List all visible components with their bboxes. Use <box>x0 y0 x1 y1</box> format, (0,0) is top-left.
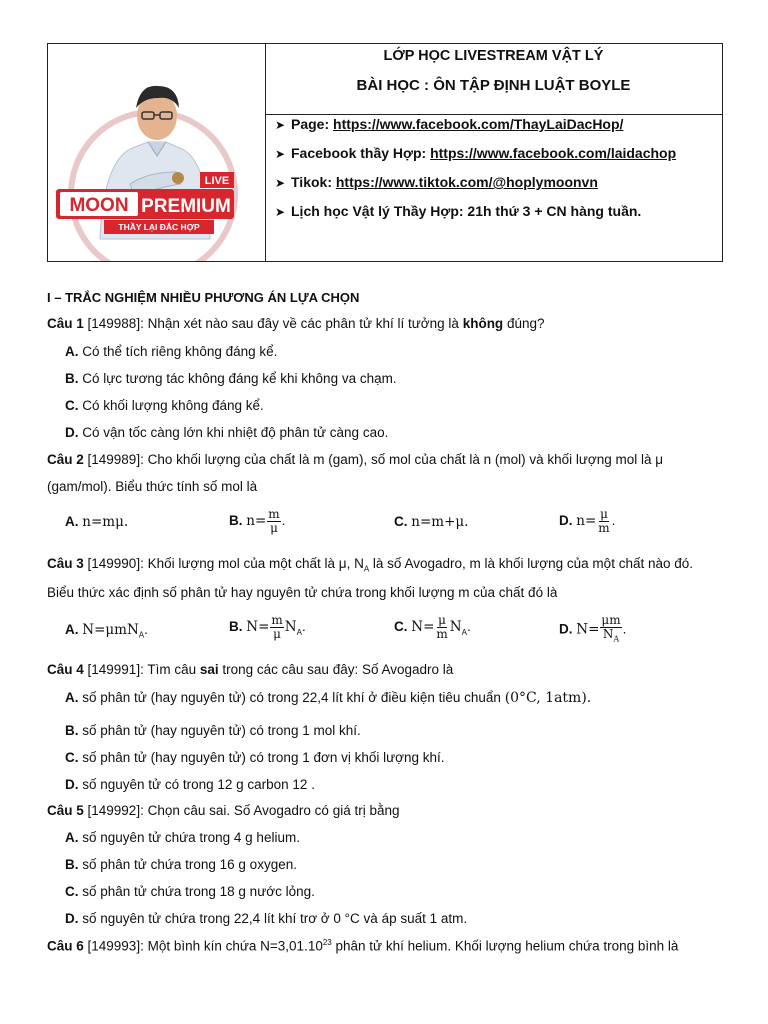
section-title: I – TRẮC NGHIỆM NHIỀU PHƯƠNG ÁN LỰA CHỌN <box>47 290 360 305</box>
subscript: A <box>363 564 370 574</box>
option-key: B. <box>229 513 243 529</box>
question-5 <box>47 803 400 818</box>
question-text: [149989]: Cho khối lượng của chất là m (gam), số mol của chất là n (mol) và khối lượng mol là μ <box>83 452 664 467</box>
link-row-facebook <box>275 145 676 161</box>
question-text: [149993]: Một bình kín chứa N=3,01.10 <box>83 938 323 954</box>
denominator: m <box>598 521 610 535</box>
option-text: số phân tử (hay nguyên tử) có trong 1 đơn vị khối lượng khí. <box>78 750 445 765</box>
question-text: đúng? <box>503 316 545 331</box>
page-link[interactable]: https://www.facebook.com/ThayLaiDacHop/ <box>333 116 624 132</box>
formula: N=μmN <box>82 622 139 638</box>
question-4 <box>47 662 453 677</box>
q2-option-b[interactable]: B. n= $\frac{m}{\mu}$ . <box>229 507 286 535</box>
q3-option-a[interactable]: A. N=μmN$_A$. <box>65 622 148 640</box>
numerator: μ <box>600 507 608 521</box>
q5-option-c[interactable] <box>65 884 315 899</box>
option-key: A. <box>65 830 79 845</box>
question-label: Câu 5 <box>47 803 84 818</box>
option-key: C. <box>394 619 408 635</box>
question-1 <box>47 316 544 331</box>
live-tag: LIVE <box>204 175 230 187</box>
link-row-page <box>275 116 623 132</box>
link-row-schedule <box>275 203 641 219</box>
option-text: số nguyên tử chứa trong 22,4 lít khí trơ ở 0 °C và áp suất 1 atm. <box>78 911 468 926</box>
option-key: B. <box>229 619 243 635</box>
q1-option-d[interactable] <box>65 425 388 440</box>
option-key: D. <box>65 911 79 926</box>
question-label: Câu 4 <box>47 662 84 677</box>
q3-option-d[interactable]: D. N= $\frac{\mu m}{N_A}$ . <box>559 613 627 644</box>
svg-text:MOON: MOON <box>69 195 129 216</box>
q2-option-a[interactable] <box>65 514 128 530</box>
denominator: μ <box>273 627 281 641</box>
logo-cell <box>48 44 266 261</box>
question-2-cont: (gam/mol). Biểu thức tính số mol là <box>47 479 258 494</box>
question-3 <box>47 556 693 574</box>
question-label: Câu 3 <box>47 556 84 571</box>
numerator: μm <box>601 613 621 627</box>
question-text: [149988]: Nhận xét nào sau đây về các phân tử khí lí tưởng là <box>83 316 463 331</box>
q3-option-c[interactable]: C. N= $\frac{\mu}{m}$ $N_A$. <box>394 613 471 641</box>
q3-option-b[interactable]: B. N= $\frac{m}{\mu}$ $N_A$. <box>229 613 306 641</box>
q4-option-d[interactable] <box>65 777 315 792</box>
title-cell <box>265 44 722 115</box>
option-text: Có thể tích riêng không đáng kể. <box>78 344 278 359</box>
option-key: C. <box>65 884 79 899</box>
lesson-title: BÀI HỌC : ÔN TẬP ĐỊNH LUẬT BOYLE <box>356 77 631 94</box>
option-key: C. <box>65 398 79 413</box>
header-table <box>47 43 723 262</box>
q2-option-c[interactable] <box>394 514 468 530</box>
question-2 <box>47 452 663 467</box>
arrow-bullet-icon: ➤ <box>275 118 286 132</box>
option-text: số phân tử (hay nguyên tử) có trong 1 mol khí. <box>78 723 361 738</box>
page-title: LỚP HỌC LIVESTREAM VẬT LÝ <box>383 48 604 64</box>
option-key: A. <box>65 344 79 359</box>
tiktok-link[interactable]: https://www.tiktok.com/@hoplymoonvn <box>335 174 598 190</box>
question-label: Câu 2 <box>47 452 84 467</box>
option-text: Có khối lượng không đáng kể. <box>78 398 264 413</box>
link-label: Tikok: <box>291 174 336 190</box>
superscript: 23 <box>322 938 332 947</box>
fraction <box>270 614 283 641</box>
question-emphasis: sai <box>199 662 219 677</box>
formula: n=mμ. <box>82 514 129 530</box>
arrow-bullet-icon: ➤ <box>275 176 286 190</box>
condition-text: (0°C, 1atm). <box>504 690 592 706</box>
fraction <box>600 614 621 645</box>
numerator: m <box>268 507 280 521</box>
denominator: $N_A$ <box>602 627 620 644</box>
question-6 <box>47 938 678 954</box>
question-label: Câu 1 <box>47 316 84 331</box>
schedule-text: Lịch học Vật lý Thầy Hợp: 21h thứ 3 + CN hàng tuần. <box>291 203 642 219</box>
q1-option-b[interactable] <box>65 371 397 386</box>
option-key: D. <box>559 621 573 637</box>
option-text: số phân tử chứa trong 16 g oxygen. <box>78 857 297 872</box>
question-text: trong các câu sau đây: Số Avogadro là <box>218 662 454 677</box>
q5-option-a[interactable] <box>65 830 300 845</box>
links-cell <box>265 114 722 261</box>
option-key: C. <box>65 750 79 765</box>
option-key: B. <box>65 371 79 386</box>
numerator: m <box>271 613 283 627</box>
question-text: [149992]: Chọn câu sai. Số Avogadro có giá trị bằng <box>83 803 400 818</box>
option-key: B. <box>65 723 79 738</box>
question-emphasis: không <box>462 316 504 331</box>
q1-option-c[interactable] <box>65 398 264 413</box>
question-text: là số Avogadro, m là khối lượng của một chất nào đó. <box>369 556 694 571</box>
question-text: phân tử khí helium. Khối lượng helium chứa trong bình là <box>331 938 679 954</box>
option-text: Có vận tốc càng lớn khi nhiệt độ phân tử càng cao. <box>78 425 389 440</box>
option-key: A. <box>65 622 79 637</box>
option-key: B. <box>65 857 79 872</box>
q5-option-d[interactable] <box>65 911 467 926</box>
q5-option-b[interactable] <box>65 857 297 872</box>
q1-option-a[interactable] <box>65 344 277 359</box>
fraction <box>267 508 280 535</box>
option-key: D. <box>559 513 573 529</box>
svg-text:THẦY LẠI ĐẮC HỢP: THẦY LẠI ĐẮC HỢP <box>118 222 200 232</box>
formula: n= <box>576 513 597 530</box>
option-key: A. <box>65 690 79 705</box>
facebook-link[interactable]: https://www.facebook.com/laidachop <box>430 145 677 161</box>
arrow-bullet-icon: ➤ <box>275 147 286 161</box>
svg-text:PREMIUM: PREMIUM <box>141 196 231 217</box>
link-label: Facebook thầy Hợp: <box>291 145 431 161</box>
option-key: C. <box>394 514 408 529</box>
denominator: μ <box>270 521 278 535</box>
question-text: [149990]: Khối lượng mol của một chất là μ, N <box>83 556 364 571</box>
formula: n=m+μ. <box>411 514 469 530</box>
q4-option-a[interactable] <box>65 690 591 706</box>
option-key: D. <box>65 777 79 792</box>
teacher-logo-image <box>48 44 265 261</box>
option-key: D. <box>65 425 79 440</box>
numerator: μ <box>438 613 446 627</box>
q4-option-b[interactable] <box>65 723 361 738</box>
option-text: số phân tử (hay nguyên tử) có trong 22,4 lít khí ở điều kiện tiêu chuẩn <box>78 690 505 705</box>
option-text: số phân tử chứa trong 18 g nước lỏng. <box>78 884 315 899</box>
denominator: m <box>436 627 448 641</box>
q2-option-d[interactable]: D. n= $\frac{\mu}{m}$ . <box>559 507 616 535</box>
option-text: số nguyên tử có trong 12 g carbon 12 . <box>78 777 315 792</box>
fraction <box>597 508 610 535</box>
question-3-cont: Biểu thức xác định số phân tử hay nguyên tử chứa trong khối lượng m của chất đó là <box>47 585 558 600</box>
arrow-bullet-icon: ➤ <box>275 205 286 219</box>
fraction <box>435 614 448 641</box>
question-label: Câu 6 <box>47 938 84 954</box>
link-label: Page: <box>291 116 334 132</box>
formula: n= <box>246 513 267 530</box>
q4-option-c[interactable] <box>65 750 445 765</box>
question-text: [149991]: Tìm câu <box>83 662 200 677</box>
option-text: số nguyên tử chứa trong 4 g helium. <box>78 830 300 845</box>
option-key: A. <box>65 514 79 529</box>
link-row-tiktok <box>275 174 598 190</box>
option-text: Có lực tương tác không đáng kể khi không va chạm. <box>78 371 397 386</box>
